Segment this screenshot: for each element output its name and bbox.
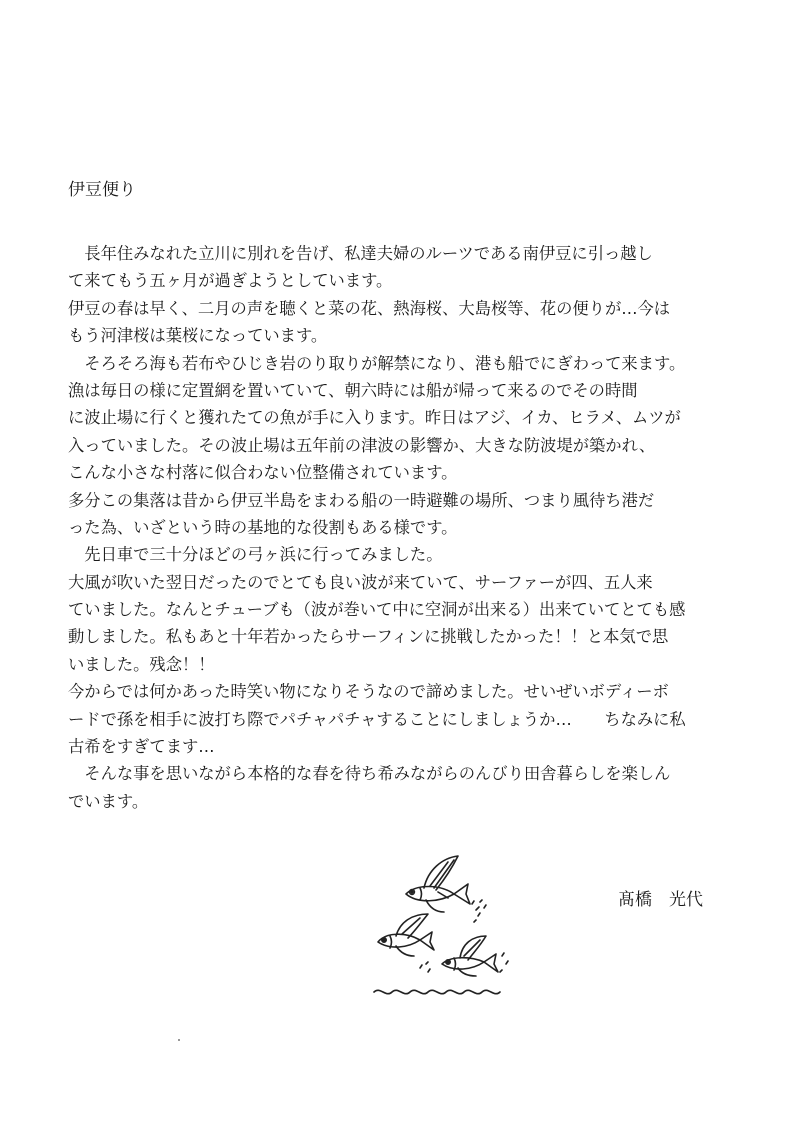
fish-middle [378,914,434,956]
letter-title: 伊豆便り [68,180,136,200]
scan-speck [178,1039,180,1041]
letter-line: った為、いざという時の基地的な役割もある様です。 [68,517,458,537]
letter-line: いました。残念！！ [68,654,215,674]
letter-line: そんな事を思いながら本格的な春を待ち希みながらのんびり田舎暮らしを楽しん [68,764,671,784]
wave-line [374,990,500,993]
letter-line: 大風が吹いた翌日だったのでとても良い波が来ていて、サーファーが四、五人来 [68,572,653,592]
letter-line: 今からでは何かあった時笑い物になりそうなので諦めました。せいぜいボディーボ [68,682,669,702]
letter-line: 入っていました。その波止場は五年前の津波の影響か、大きな防波堤が築かれ、 [68,435,656,455]
letter-line: に波止場に行くと獲れたての魚が手に入ります。昨日はアジ、イカ、ヒラメ、ムツが [68,408,681,428]
letter-line: もう河津桜は葉桜になっています。 [68,326,328,346]
letter-line: 先日車で三十分ほどの弓ヶ浜に行ってみました。 [68,545,443,565]
flying-fish-illustration [368,852,516,1002]
fish-bottom [442,936,498,976]
letter-line: でいます。 [68,791,149,811]
letter-line: 漁は毎日の様に定置網を置いていて、朝六時には船が帰って来るのでその時間 [68,380,638,400]
letter-line: ていました。なんとチューブも（波が巻いて中に空洞が出来る）出来ていてとても感 [68,600,686,620]
letter-line: 古希をすぎてます… [68,737,215,757]
letter-line: 長年住みなれた立川に別れを告げ、私達夫婦のルーツである南伊豆に引っ越し [68,244,653,263]
letter-line: て来てもう五ヶ月が過ぎようとしています。 [68,271,393,291]
letter-line: 多分この集落は昔から伊豆半島をまわる船の一時避難の場所、つまり風待ち港だ [68,490,655,510]
letter-body [68,240,728,815]
author-name: 髙橋 光代 [618,890,703,910]
water-drops-top [472,900,486,922]
letter-line: ードで孫を相手に波打ち際でパチャパチャすることにしましょうか… ちなみに私 [68,709,686,729]
letter-line: そろそろ海も若布やひじき岩のり取りが解禁になり、港も船でにぎわって来ます。 [68,353,686,373]
fish-top [406,856,470,912]
letter-line: 伊豆の春は早く、二月の声を聴くと菜の花、熱海桜、大島桜等、花の便りが…今は [68,298,671,318]
letter-line: 動しました。私もあと十年若かったらサーフィンに挑戦したかった！！と本気で思 [68,627,669,647]
letter-line: こんな小さな村落に似合わない位整備されています。 [68,463,458,483]
